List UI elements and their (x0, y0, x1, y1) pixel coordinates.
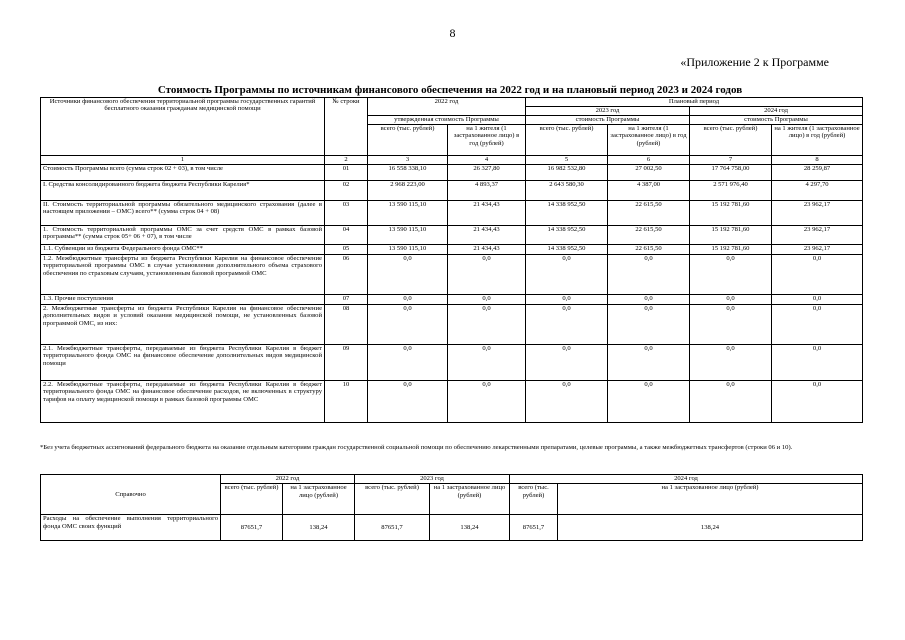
cell-value: 0,0 (690, 345, 772, 381)
cell-value: 23 962,17 (772, 201, 863, 226)
cell-value: 0,0 (368, 305, 448, 345)
cell-value: 21 434,43 (448, 226, 526, 245)
cell-value: 16 982 532,80 (526, 165, 608, 181)
header-program-cost-2023: стоимость Программы (526, 116, 690, 125)
row-label: 1.1. Субвенции из бюджета Федерального фонда ОМС** (41, 245, 325, 255)
cell-value: 0,0 (690, 381, 772, 423)
row-label: 1.2. Межбюджетные трансферты из бюджета Республики Карелия на финансовое обеспечение территориальной программы ОМС в случае установления дополнительного объема страхового обеспечения по страховым случаям, установленным базовой программой ОМС (41, 255, 325, 295)
row-number: 08 (325, 305, 368, 345)
table-row (41, 165, 863, 181)
cell-value: 87651,7 (221, 515, 283, 541)
cell-value: 13 590 115,10 (368, 245, 448, 255)
cell-value: 0,0 (448, 381, 526, 423)
cell-value: 138,24 (283, 515, 355, 541)
cell-value: 0,0 (772, 255, 863, 295)
cell-value: 0,0 (368, 381, 448, 423)
ref-header-total-2024: всего (тыс. рублей) (510, 484, 558, 515)
cell-value: 0,0 (608, 255, 690, 295)
header-row-number: № строки (325, 98, 368, 156)
cell-value: 16 558 338,10 (368, 165, 448, 181)
row-number: 10 (325, 381, 368, 423)
header-total-2023: всего (тыс. рублей) (526, 125, 608, 156)
row-number: 04 (325, 226, 368, 245)
page-number: 8 (449, 26, 456, 40)
cell-value: 14 338 952,50 (526, 245, 608, 255)
cell-value: 0,0 (690, 305, 772, 345)
cell-value: 2 968 223,00 (368, 181, 448, 201)
cell-value: 0,0 (772, 295, 863, 305)
cell-value: 0,0 (608, 305, 690, 345)
cell-value: 0,0 (690, 295, 772, 305)
header-program-cost-2024: стоимость Программы (690, 116, 863, 125)
cell-value: 4 297,70 (772, 181, 863, 201)
row-number: 03 (325, 201, 368, 226)
header-total-2022: всего (тыс. рублей) (368, 125, 448, 156)
row-label: II. Стоимость территориальной программы обязательного медицинского страхования (далее в настоящем приложении – ОМС) всего** (сумма строк 04 + 08) (41, 201, 325, 226)
column-number: 6 (608, 156, 690, 165)
cell-value: 28 259,87 (772, 165, 863, 181)
row-number: 01 (325, 165, 368, 181)
cell-value: 21 434,43 (448, 245, 526, 255)
ref-header-per-insured-2023: на 1 застрахованное лицо (рублей) (430, 484, 510, 515)
cell-value: 22 615,50 (608, 226, 690, 245)
header-sources: Источники финансового обеспечения территориальной программы государственных гарантий бесплатного оказания гражданам медицинской помощи (41, 98, 325, 156)
table-row (41, 345, 863, 381)
header-total-2024: всего (тыс. рублей) (690, 125, 772, 156)
header-2024: 2024 год (690, 107, 863, 116)
row-label: 2.1. Межбюджетные трансферты, передаваемые из бюджета Республики Карелия в бюджет территориального фонда ОМС на финансовое обеспечение дополнительных видов медицинской помощи (41, 345, 325, 381)
cell-value: 2 643 580,30 (526, 181, 608, 201)
cell-value: 21 434,43 (448, 201, 526, 226)
cell-value: 4 893,37 (448, 181, 526, 201)
column-number: 4 (448, 156, 526, 165)
cell-value: 138,24 (430, 515, 510, 541)
row-number: 02 (325, 181, 368, 201)
cell-value: 2 571 976,40 (690, 181, 772, 201)
table-row (41, 245, 863, 255)
cell-value: 22 615,50 (608, 245, 690, 255)
cell-value: 0,0 (772, 345, 863, 381)
cell-value: 23 962,17 (772, 226, 863, 245)
cell-value: 0,0 (368, 345, 448, 381)
cell-value: 17 764 758,00 (690, 165, 772, 181)
column-number-row (41, 156, 863, 165)
row-number: 07 (325, 295, 368, 305)
column-number: 7 (690, 156, 772, 165)
cell-value: 0,0 (690, 255, 772, 295)
appendix-label: «Приложение 2 к Программе (680, 55, 829, 69)
cell-value: 13 590 115,10 (368, 201, 448, 226)
cell-value: 0,0 (526, 345, 608, 381)
reference-table (40, 474, 863, 541)
cell-value: 138,24 (558, 515, 863, 541)
ref-header-2024: 2024 год (510, 475, 863, 484)
cell-value: 22 615,50 (608, 201, 690, 226)
cell-value: 0,0 (448, 255, 526, 295)
row-label: 1.3. Прочие поступления (41, 295, 325, 305)
row-label: 2. Межбюджетные трансферты из бюджета Республики Карелия на финансовое обеспечение дополнительных видов и условий оказания медицинской помощи, не установленных базовой программой ОМС, из них: (41, 305, 325, 345)
header-per-person-2022: на 1 жителя (1 застрахованное лицо) в год (рублей) (448, 125, 526, 156)
header-reference: Справочно (41, 475, 221, 515)
table-row (41, 295, 863, 305)
cell-value: 14 338 952,50 (526, 201, 608, 226)
cell-value: 0,0 (368, 295, 448, 305)
header-2022: 2022 год (368, 98, 526, 116)
cell-value: 87651,7 (355, 515, 430, 541)
column-number: 1 (41, 156, 325, 165)
header-approved-cost: утвержденная стоимость Программы (368, 116, 526, 125)
cell-value: 15 192 781,60 (690, 226, 772, 245)
cell-value: 13 590 115,10 (368, 226, 448, 245)
page-title: Стоимость Программы по источникам финансового обеспечения на 2022 год и на плановый период 2023 и 2024 годов (157, 84, 743, 96)
table-row (41, 181, 863, 201)
cost-table (40, 97, 863, 423)
row-label: 2.2. Межбюджетные трансферты, передаваемые из бюджета Республики Карелия в бюджет территориального фонда ОМС на финансовое обеспечение расходов, не включенных в структуру тарифов на оплату медицинской помощи в рамках базовой программы ОМС (41, 381, 325, 423)
cell-value: 0,0 (448, 305, 526, 345)
column-number: 3 (368, 156, 448, 165)
table-row (41, 305, 863, 345)
cell-value: 15 192 781,60 (690, 245, 772, 255)
row-number: 09 (325, 345, 368, 381)
ref-header-total-2023: всего (тыс. рублей) (355, 484, 430, 515)
cell-value: 0,0 (608, 345, 690, 381)
column-number: 8 (772, 156, 863, 165)
ref-header-total-2022: всего (тыс. рублей) (221, 484, 283, 515)
header-per-person-2023: на 1 жителя (1 застрахованное лицо) в год (рублей) (608, 125, 690, 156)
cell-value: 14 338 952,50 (526, 226, 608, 245)
row-label: 1. Стоимость территориальной программы ОМС за счет средств ОМС в рамках базовой программы** (сумма строк 05+ 06 + 07), в том числе (41, 226, 325, 245)
cell-value: 0,0 (526, 381, 608, 423)
cell-value: 0,0 (448, 295, 526, 305)
footnote: *Без учета бюджетных ассигнований федерального бюджета на оказание отдельным категориям граждан государственной социальной помощи по обеспечению лекарственными препаратами, целевые программы, а также межбюджетных трансфертов (строки 06 и 10). (40, 444, 793, 451)
header-planned-period: Плановый период (526, 98, 863, 107)
cell-value: 0,0 (368, 255, 448, 295)
cell-value: 0,0 (526, 305, 608, 345)
cell-value: 4 387,00 (608, 181, 690, 201)
cell-value: 23 962,17 (772, 245, 863, 255)
cell-value: 87651,7 (510, 515, 558, 541)
cell-value: 0,0 (448, 345, 526, 381)
cell-value: 0,0 (526, 255, 608, 295)
ref-header-2023: 2023 год (355, 475, 510, 484)
ref-header-per-insured-2022: на 1 застрахованное лицо (рублей) (283, 484, 355, 515)
header-2023: 2023 год (526, 107, 690, 116)
cell-value: 0,0 (526, 295, 608, 305)
cell-value: 0,0 (608, 295, 690, 305)
cell-value: 0,0 (608, 381, 690, 423)
cell-value: 26 327,80 (448, 165, 526, 181)
row-label: Расходы на обеспечение выполнения территориального фонда ОМС своих функций (41, 515, 221, 541)
table-row (41, 226, 863, 245)
column-number: 2 (325, 156, 368, 165)
row-number: 05 (325, 245, 368, 255)
ref-header-per-insured-2024: на 1 застрахованное лицо (рублей) (558, 484, 863, 515)
row-number: 06 (325, 255, 368, 295)
cell-value: 0,0 (772, 381, 863, 423)
cell-value: 15 192 781,60 (690, 201, 772, 226)
ref-header-2022: 2022 год (221, 475, 355, 484)
header-per-person-2024: на 1 жителя (1 застрахованное лицо) в год (рублей) (772, 125, 863, 156)
row-label: I. Средства консолидированного бюджета бюджета Республики Карелия* (41, 181, 325, 201)
table-row (41, 515, 863, 541)
row-label: Стоимость Программы всего (сумма строк 02 + 03), в том числе (41, 165, 325, 181)
column-number: 5 (526, 156, 608, 165)
table-row (41, 381, 863, 423)
cell-value: 0,0 (772, 305, 863, 345)
table-row (41, 255, 863, 295)
cell-value: 27 002,50 (608, 165, 690, 181)
table-row (41, 201, 863, 226)
